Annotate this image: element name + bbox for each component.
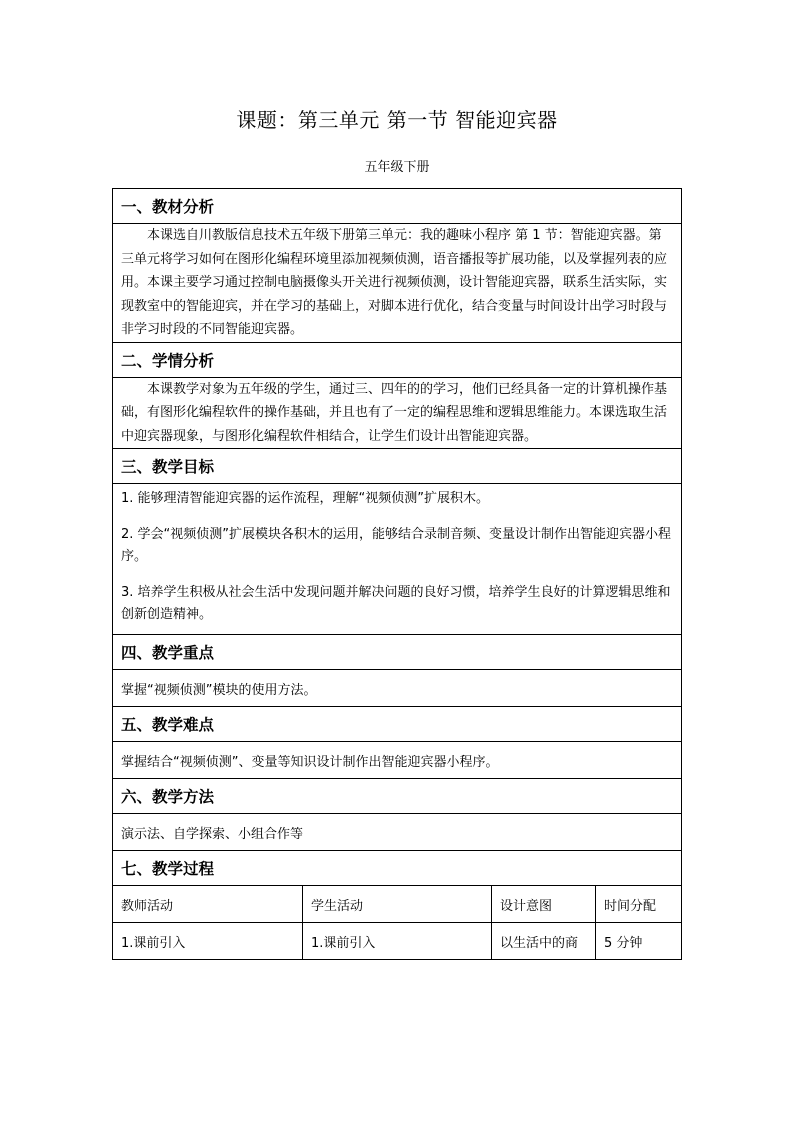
difficulties-text: 掌握结合“视频侦测”、变量等知识设计制作出智能迎宾器小程序。 [113, 742, 682, 779]
section-heading-difficulties: 五、教学难点 [113, 707, 682, 742]
objectives-cell [113, 484, 682, 635]
column-header-intent: 设计意图 [492, 886, 596, 923]
objective-item: 3. 培养学生积极从社会生活中发现问题并解决问题的良好习惯，培养学生良好的计算逻辑思维和创新创造精神。 [121, 585, 671, 622]
process-header-row [113, 886, 682, 923]
teacher-activity-cell: 1.课前引入 [113, 923, 303, 960]
section-heading-methods: 六、教学方法 [113, 779, 682, 814]
section-heading-student-analysis: 二、学情分析 [113, 342, 682, 377]
section-heading-key-points: 四、教学重点 [113, 635, 682, 670]
textbook-analysis-text: 本课选自川教版信息技术五年级下册第三单元：我的趣味小程序 第 1 节：智能迎宾器。第三单元将学习如何在图形化编程环境里添加视频侦测，语音播报等扩展功能，以及掌握列表的应用。本课主要学习通过控制电脑摄像头开关进行视频侦测，设计智能迎宾器，联系生活实际，实现教室中的智能迎宾，并在学习的基础上，对脚本进行优化，结合变量与时间设计出学习时段与非学习时段的不同智能迎宾器。 [113, 224, 682, 343]
student-activity-cell: 1.课前引入 [303, 923, 492, 960]
section-heading-objectives: 三、教学目标 [113, 449, 682, 484]
column-header-student: 学生活动 [303, 886, 492, 923]
lesson-plan-table [112, 188, 682, 960]
section-heading-textbook-analysis: 一、教材分析 [113, 189, 682, 224]
methods-text: 演示法、自学探索、小组合作等 [113, 814, 682, 851]
objective-item: 2. 学会“视频侦测”扩展模块各积木的运用，能够结合录制音频、变量设计制作出智能迎宾器小程序。 [121, 527, 672, 564]
objective-item: 1. 能够理清智能迎宾器的运作流程，理解“视频侦测”扩展积木。 [121, 491, 490, 506]
lesson-title: 课题：第三单元 第一节 智能迎宾器 [236, 108, 558, 132]
time-allocation-cell: 5 分钟 [596, 923, 682, 960]
table-row [113, 923, 682, 960]
design-intent-cell: 以生活中的商 [492, 923, 596, 960]
key-points-text: 掌握“视频侦测”模块的使用方法。 [113, 670, 682, 707]
student-analysis-text: 本课教学对象为五年级的学生，通过三、四年的的学习，他们已经具备一定的计算机操作基础，有图形化编程软件的操作基础，并且也有了一定的编程思维和逻辑思维能力。本课选取生活中迎宾器现象，与图形化编程软件相结合，让学生们设计出智能迎宾器。 [113, 377, 682, 449]
column-header-time: 时间分配 [596, 886, 682, 923]
section-heading-process: 七、教学过程 [113, 851, 682, 886]
grade-subtitle: 五年级下册 [364, 160, 430, 175]
column-header-teacher: 教师活动 [113, 886, 303, 923]
